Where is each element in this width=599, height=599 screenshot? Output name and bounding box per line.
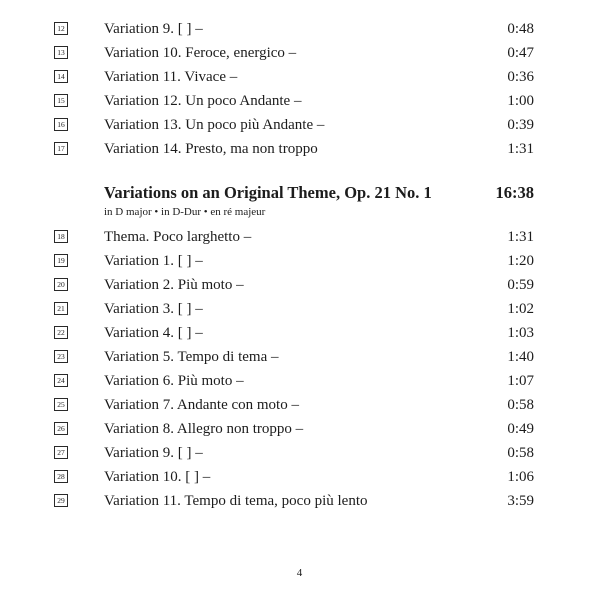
track-number-box: 24 <box>54 374 68 387</box>
track-row <box>0 348 599 370</box>
track-number-box: 27 <box>54 446 68 459</box>
track-title: Variation 7. Andante con moto – <box>104 397 299 413</box>
track-title: Variation 3. [ ] – <box>104 301 203 317</box>
track-title: Variation 2. Più moto – <box>104 277 244 293</box>
track-row <box>0 420 599 442</box>
track-row <box>0 228 599 250</box>
track-number-box: 19 <box>54 254 68 267</box>
track-duration: 0:59 <box>507 277 534 293</box>
track-duration: 0:58 <box>507 397 534 413</box>
track-row <box>0 324 599 346</box>
track-duration: 0:58 <box>507 445 534 461</box>
track-title: Variation 12. Un poco Andante – <box>104 93 302 109</box>
track-number-box: 25 <box>54 398 68 411</box>
track-title: Variation 13. Un poco più Andante – <box>104 117 325 133</box>
track-title: Variation 9. [ ] – <box>104 445 203 461</box>
track-row <box>0 252 599 274</box>
track-title: Variation 5. Tempo di tema – <box>104 349 279 365</box>
work-key-line: in D major • in D-Dur • en ré majeur <box>104 206 266 218</box>
track-row <box>0 20 599 42</box>
track-duration: 3:59 <box>507 493 534 509</box>
track-title: Variation 9. [ ] – <box>104 21 203 37</box>
track-row <box>0 300 599 322</box>
track-number-box: 26 <box>54 422 68 435</box>
track-title: Variation 10. [ ] – <box>104 469 211 485</box>
track-title: Thema. Poco larghetto – <box>104 229 252 245</box>
page-number: 4 <box>296 567 303 579</box>
track-duration: 0:47 <box>507 45 534 61</box>
track-number-box: 16 <box>54 118 68 131</box>
track-duration: 1:02 <box>507 301 534 317</box>
track-duration: 1:00 <box>507 93 534 109</box>
track-duration: 1:31 <box>507 229 534 245</box>
track-duration: 1:31 <box>507 141 534 157</box>
track-duration: 0:36 <box>507 69 534 85</box>
track-title: Variation 1. [ ] – <box>104 253 203 269</box>
track-title: Variation 4. [ ] – <box>104 325 203 341</box>
track-duration: 0:39 <box>507 117 534 133</box>
track-title: Variation 11. Tempo di tema, poco più lento <box>104 493 368 509</box>
track-number-box: 12 <box>54 22 68 35</box>
track-row <box>0 68 599 90</box>
track-duration: 1:03 <box>507 325 534 341</box>
track-row <box>0 396 599 418</box>
track-row <box>0 444 599 466</box>
track-row <box>0 140 599 162</box>
track-number-box: 21 <box>54 302 68 315</box>
track-number-box: 13 <box>54 46 68 59</box>
track-title: Variation 14. Presto, ma non troppo <box>104 141 318 157</box>
track-number-box: 22 <box>54 326 68 339</box>
track-row <box>0 44 599 66</box>
track-duration: 1:06 <box>507 469 534 485</box>
work-title: Variations on an Original Theme, Op. 21 No. 1 <box>104 183 432 202</box>
track-number-box: 14 <box>54 70 68 83</box>
track-title: Variation 6. Più moto – <box>104 373 244 389</box>
track-title: Variation 10. Feroce, energico – <box>104 45 297 61</box>
track-title: Variation 11. Vivace – <box>104 69 238 85</box>
track-number-box: 20 <box>54 278 68 291</box>
track-row <box>0 468 599 490</box>
track-duration: 1:40 <box>507 349 534 365</box>
track-number-box: 29 <box>54 494 68 507</box>
track-row <box>0 116 599 138</box>
track-number-box: 23 <box>54 350 68 363</box>
track-duration: 1:20 <box>507 253 534 269</box>
track-duration: 1:07 <box>507 373 534 389</box>
work-header <box>0 183 599 223</box>
track-row <box>0 492 599 514</box>
track-row <box>0 92 599 114</box>
track-number-box: 18 <box>54 230 68 243</box>
track-row <box>0 276 599 298</box>
track-number-box: 17 <box>54 142 68 155</box>
work-total-duration: 16:38 <box>495 183 534 202</box>
track-duration: 0:49 <box>507 421 534 437</box>
track-number-box: 28 <box>54 470 68 483</box>
track-row <box>0 372 599 394</box>
track-number-box: 15 <box>54 94 68 107</box>
track-duration: 0:48 <box>507 21 534 37</box>
track-title: Variation 8. Allegro non troppo – <box>104 421 304 437</box>
